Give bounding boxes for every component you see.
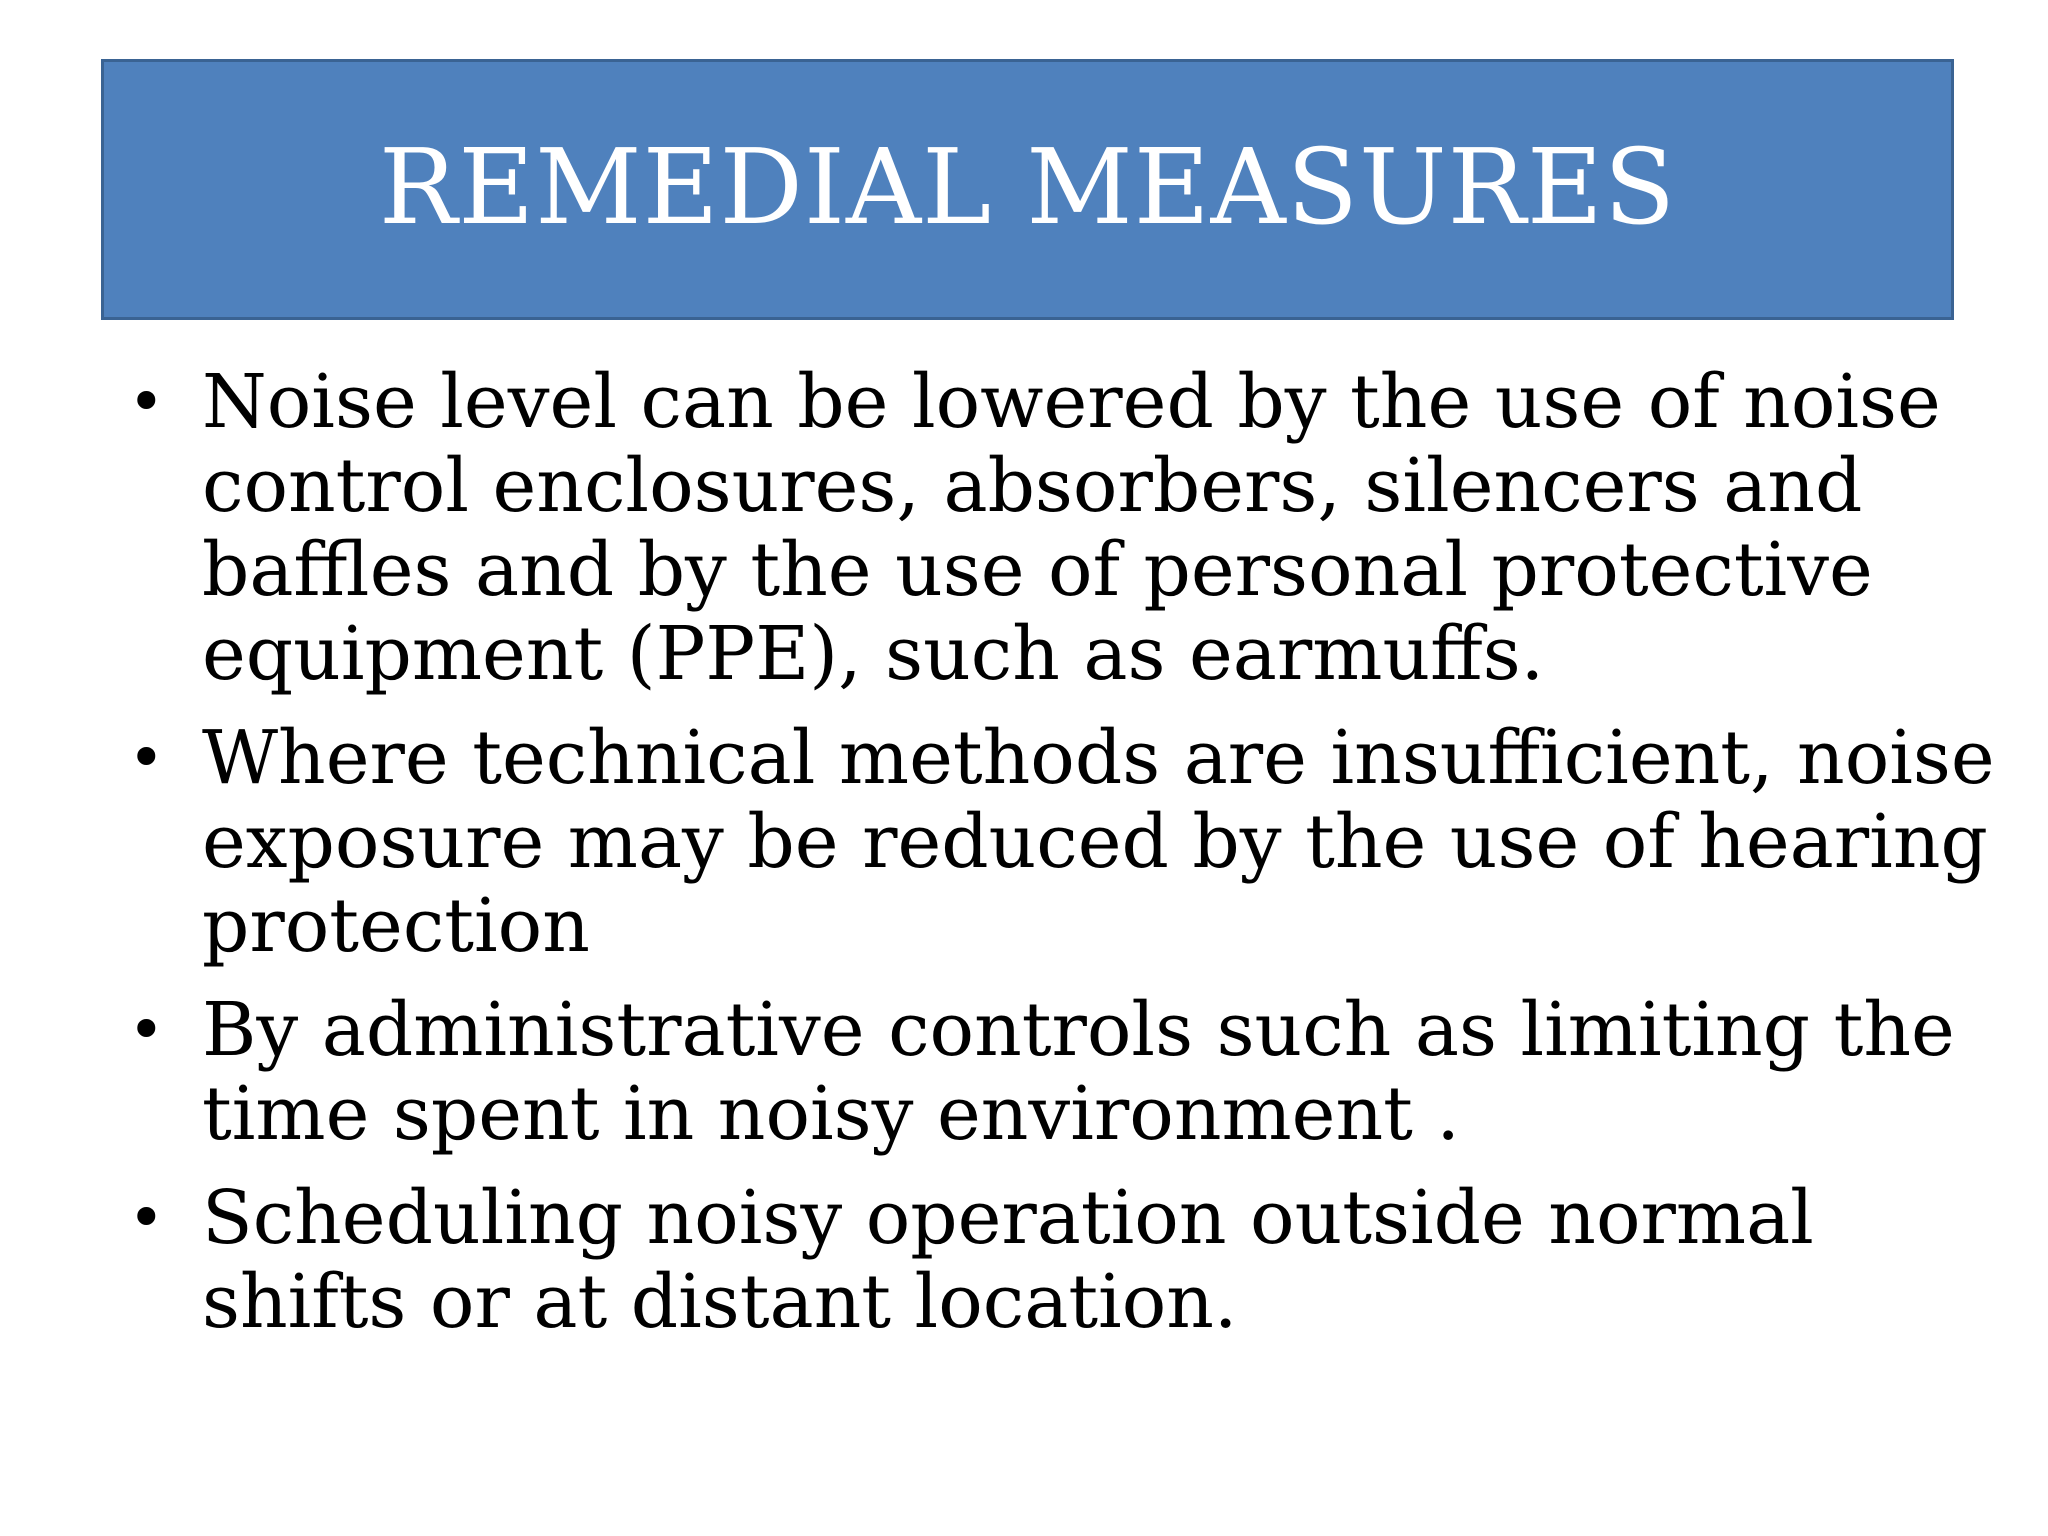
title-banner: [101, 59, 1954, 320]
bullet-text-line: shifts or at distant location.: [202, 1259, 1238, 1345]
bullet-text-line: protection: [202, 883, 590, 969]
bullet-text-line: equipment (PPE), such as earmuffs.: [202, 611, 1545, 697]
bullet-icon: •: [128, 1181, 165, 1254]
bullet-item: [128, 360, 1958, 696]
bullet-text-line: Where technical methods are insufficient, noise: [202, 715, 1995, 801]
bullet-list: [128, 359, 1995, 1364]
bullet-text-line: exposure may be reduced by the use of hearing: [202, 799, 1988, 885]
bullet-icon: •: [128, 993, 165, 1066]
bullet-text-line: Scheduling noisy operation outside normal: [202, 1175, 1814, 1261]
bullet-item: [128, 715, 1995, 969]
bullet-icon: •: [128, 365, 165, 438]
slide-title: REMEDIAL MEASURES: [378, 125, 1677, 248]
bullet-icon: •: [128, 721, 165, 794]
bullet-text-line: control enclosures, absorbers, silencers and: [202, 443, 1863, 529]
bullet-item: [128, 988, 1958, 1156]
bullet-item: [128, 1176, 1958, 1344]
bullet-text-line: Noise level can be lowered by the use of noise: [202, 359, 1941, 445]
bullet-text-line: baffles and by the use of personal protective: [202, 527, 1873, 613]
bullet-text-line: By administrative controls such as limiting the: [202, 987, 1955, 1073]
bullet-text-line: time spent in noisy environment .: [202, 1071, 1460, 1157]
